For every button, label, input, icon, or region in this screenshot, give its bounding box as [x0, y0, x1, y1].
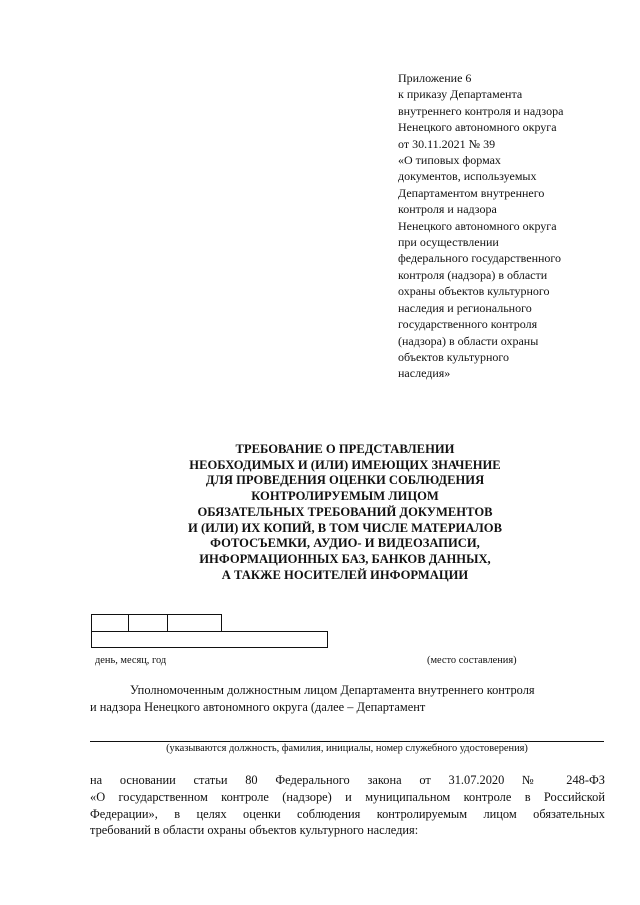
appendix-line: документов, используемых [398, 169, 537, 184]
month-cell [128, 614, 168, 631]
basis-paragraph [90, 772, 605, 839]
basis-line: Федерации», в целях оценки соблюдения контролируемым лицом обязательных [90, 806, 605, 821]
title-line: ОБЯЗАТЕЛЬНЫХ ТРЕБОВАНИЙ ДОКУМЕНТОВ [197, 504, 493, 519]
title-line: ТРЕБОВАНИЕ О ПРЕДСТАВЛЕНИИ [235, 442, 455, 456]
title-line: ФОТОСЪЕМКИ, АУДИО- И ВИДЕОЗАПИСИ, [210, 536, 480, 551]
title-line: НЕОБХОДИМЫХ И (ИЛИ) ИМЕЮЩИХ ЗНАЧЕНИЕ [189, 457, 501, 472]
title-line: ИНФОРМАЦИОННЫХ БАЗ, БАНКОВ ДАННЫХ, [199, 551, 491, 566]
basis-line: требований в области охраны объектов культурного наследия: [90, 823, 419, 838]
appendix-line: контроля и надзора [398, 202, 497, 217]
appendix-block [398, 70, 613, 382]
appendix-line: Ненецкого автономного округа [398, 120, 557, 135]
title-line: И (ИЛИ) ИХ КОПИЙ, В ТОМ ЧИСЛЕ МАТЕРИАЛОВ [188, 520, 502, 535]
place-caption: (место составления) [427, 655, 517, 666]
appendix-line: федерального государственного [398, 251, 562, 266]
appendix-line: объектов культурного [398, 349, 510, 364]
appendix-line: (надзора) в области охраны [398, 333, 539, 348]
intro-line: и надзора Ненецкого автономного округа (далее – Департамент [90, 700, 426, 714]
year-cell [167, 614, 222, 631]
official-fill-line [90, 741, 604, 742]
appendix-line: Приложение 6 [398, 71, 472, 85]
appendix-line: к приказу Департамента [398, 87, 523, 102]
intro-paragraph [90, 682, 605, 716]
basis-line: «О государственном контроле (надзоре) и муниципальном контроле в Российской [90, 789, 605, 804]
appendix-line: от 30.11.2021 № 39 [398, 136, 496, 151]
day-cell [91, 614, 129, 631]
title-line: ДЛЯ ПРОВЕДЕНИЯ ОЦЕНКИ СОБЛЮДЕНИЯ [205, 473, 485, 488]
date-entry-box [91, 631, 328, 648]
title-line: КОНТРОЛИРУЕМЫМ ЛИЦОМ [251, 489, 439, 504]
basis-line: на основании статьи 80 Федерального закона от 31.07.2020 № 248-ФЗ [90, 773, 605, 787]
date-caption: день, месяц, год [95, 655, 167, 666]
appendix-line: Ненецкого автономного округа [398, 218, 557, 233]
document-title [90, 442, 600, 583]
appendix-line: внутреннего контроля и надзора [398, 103, 564, 118]
title-line: А ТАКЖЕ НОСИТЕЛЕЙ ИНФОРМАЦИИ [221, 567, 469, 582]
appendix-line: наследия» [398, 366, 451, 381]
appendix-line: Департаментом внутреннего [398, 185, 545, 200]
official-caption: (указываются должность, фамилия, инициалы, номер служебного удостоверения) [166, 743, 528, 754]
appendix-line: контроля (надзора) в области [398, 267, 548, 282]
intro-line: Уполномоченным должностным лицом Департамента внутреннего контроля [130, 683, 535, 697]
appendix-line: государственного контроля [398, 317, 538, 332]
appendix-line: при осуществлении [398, 235, 499, 250]
appendix-line: наследия и регионального [398, 300, 532, 315]
appendix-line: «О типовых формах [398, 153, 501, 168]
appendix-line: охраны объектов культурного [398, 284, 550, 299]
